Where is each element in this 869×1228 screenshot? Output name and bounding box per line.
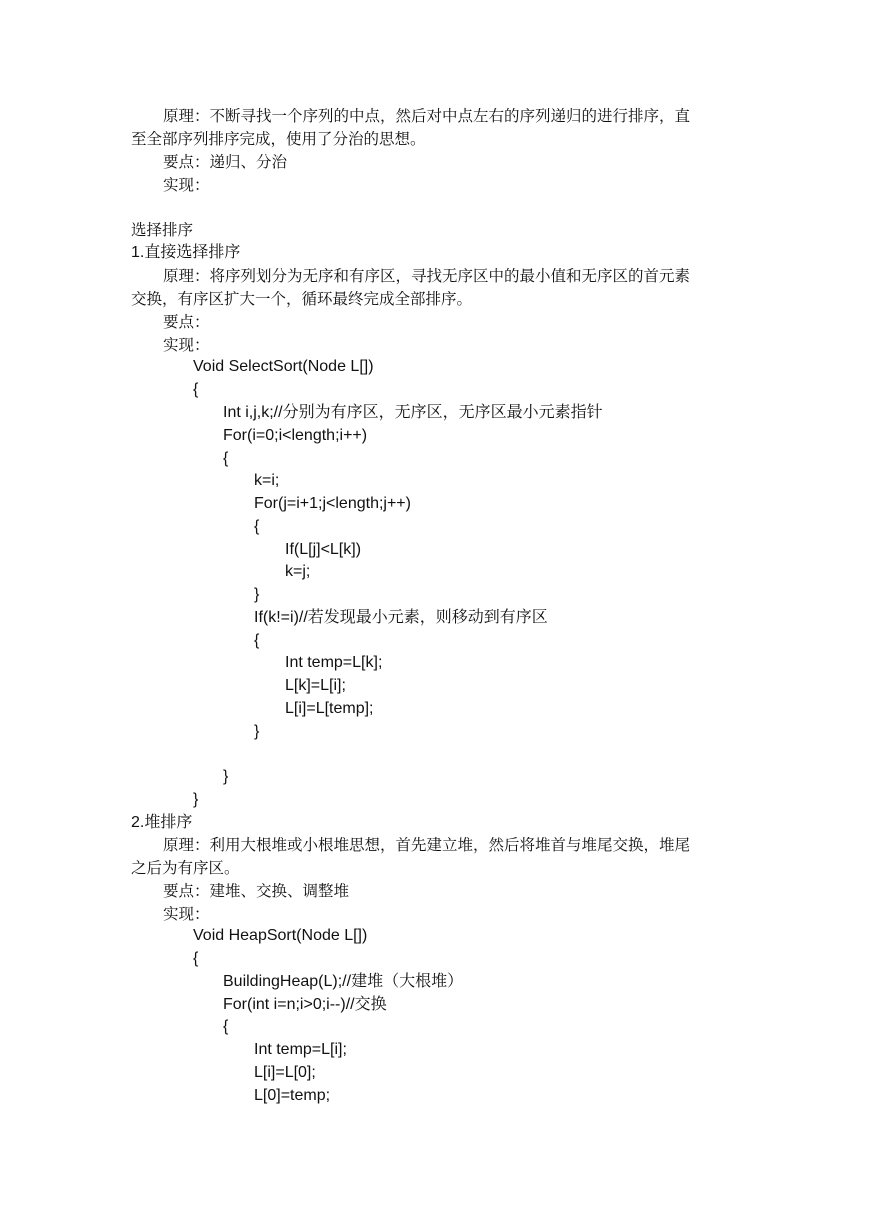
code-line: k=i; (254, 472, 280, 489)
code-line: } (254, 723, 260, 740)
code-line: { (254, 632, 260, 649)
quicksort-principle-line1: 原理：不断寻找一个序列的中点，然后对中点左右的序列递归的进行排序，直 (163, 107, 691, 125)
code-line: For(j=i+1;j<length;j++) (254, 495, 411, 512)
code-line: L[0]=temp; (254, 1087, 331, 1104)
direct-impl-label: 实现： (163, 336, 210, 354)
quicksort-key-points: 要点：递归、分治 (163, 153, 288, 171)
heap-sort-title: 2.堆排序 (131, 814, 193, 831)
code-line: If(k!=i)//若发现最小元素，则移动到有序区 (254, 609, 548, 626)
heap-impl-label: 实现： (163, 905, 210, 923)
direct-principle-line1: 原理：将序列划分为无序和有序区，寻找无序区中的最小值和无序区的首元素 (163, 267, 691, 285)
code-line: For(int i=n;i>0;i--)//交换 (223, 996, 387, 1013)
code-line: } (193, 791, 199, 808)
direct-selection-title: 1.直接选择排序 (131, 244, 241, 261)
direct-key-points: 要点： (163, 313, 210, 331)
code-line: } (254, 586, 260, 603)
heap-principle-line2: 之后为有序区。 (131, 859, 240, 877)
code-line: Int temp=L[k]; (285, 654, 383, 671)
code-line: If(L[j]<L[k]) (285, 541, 362, 558)
code-line: { (254, 518, 260, 535)
code-line: L[i]=L[temp]; (285, 700, 374, 717)
code-line: BuildingHeap(L);//建堆（大根堆） (223, 973, 464, 990)
code-line: Void HeapSort(Node L[]) (193, 927, 368, 944)
code-line: { (193, 381, 199, 398)
direct-principle-line2: 交换，有序区扩大一个，循环最终完成全部排序。 (131, 290, 473, 308)
code-line: { (193, 950, 199, 967)
code-line: Int i,j,k;//分别为有序区，无序区，无序区最小元素指针 (223, 404, 603, 421)
code-line: L[i]=L[0]; (254, 1064, 316, 1081)
code-line: { (223, 450, 229, 467)
heap-key-points: 要点：建堆、交换、调整堆 (163, 882, 350, 900)
quicksort-principle-line2: 至全部序列排序完成，使用了分治的思想。 (131, 130, 426, 148)
quicksort-impl-label: 实现： (163, 176, 210, 194)
section-heading: 选择排序 (131, 221, 194, 239)
code-line: } (223, 768, 229, 785)
heap-principle-line1: 原理：利用大根堆或小根堆思想，首先建立堆，然后将堆首与堆尾交换，堆尾 (163, 836, 691, 854)
code-line: k=j; (285, 563, 311, 580)
code-line: Void SelectSort(Node L[]) (193, 358, 374, 375)
code-line: Int temp=L[i]; (254, 1041, 347, 1058)
code-line: { (223, 1018, 229, 1035)
code-line: L[k]=L[i]; (285, 677, 346, 694)
code-line: For(i=0;i<length;i++) (223, 427, 368, 444)
